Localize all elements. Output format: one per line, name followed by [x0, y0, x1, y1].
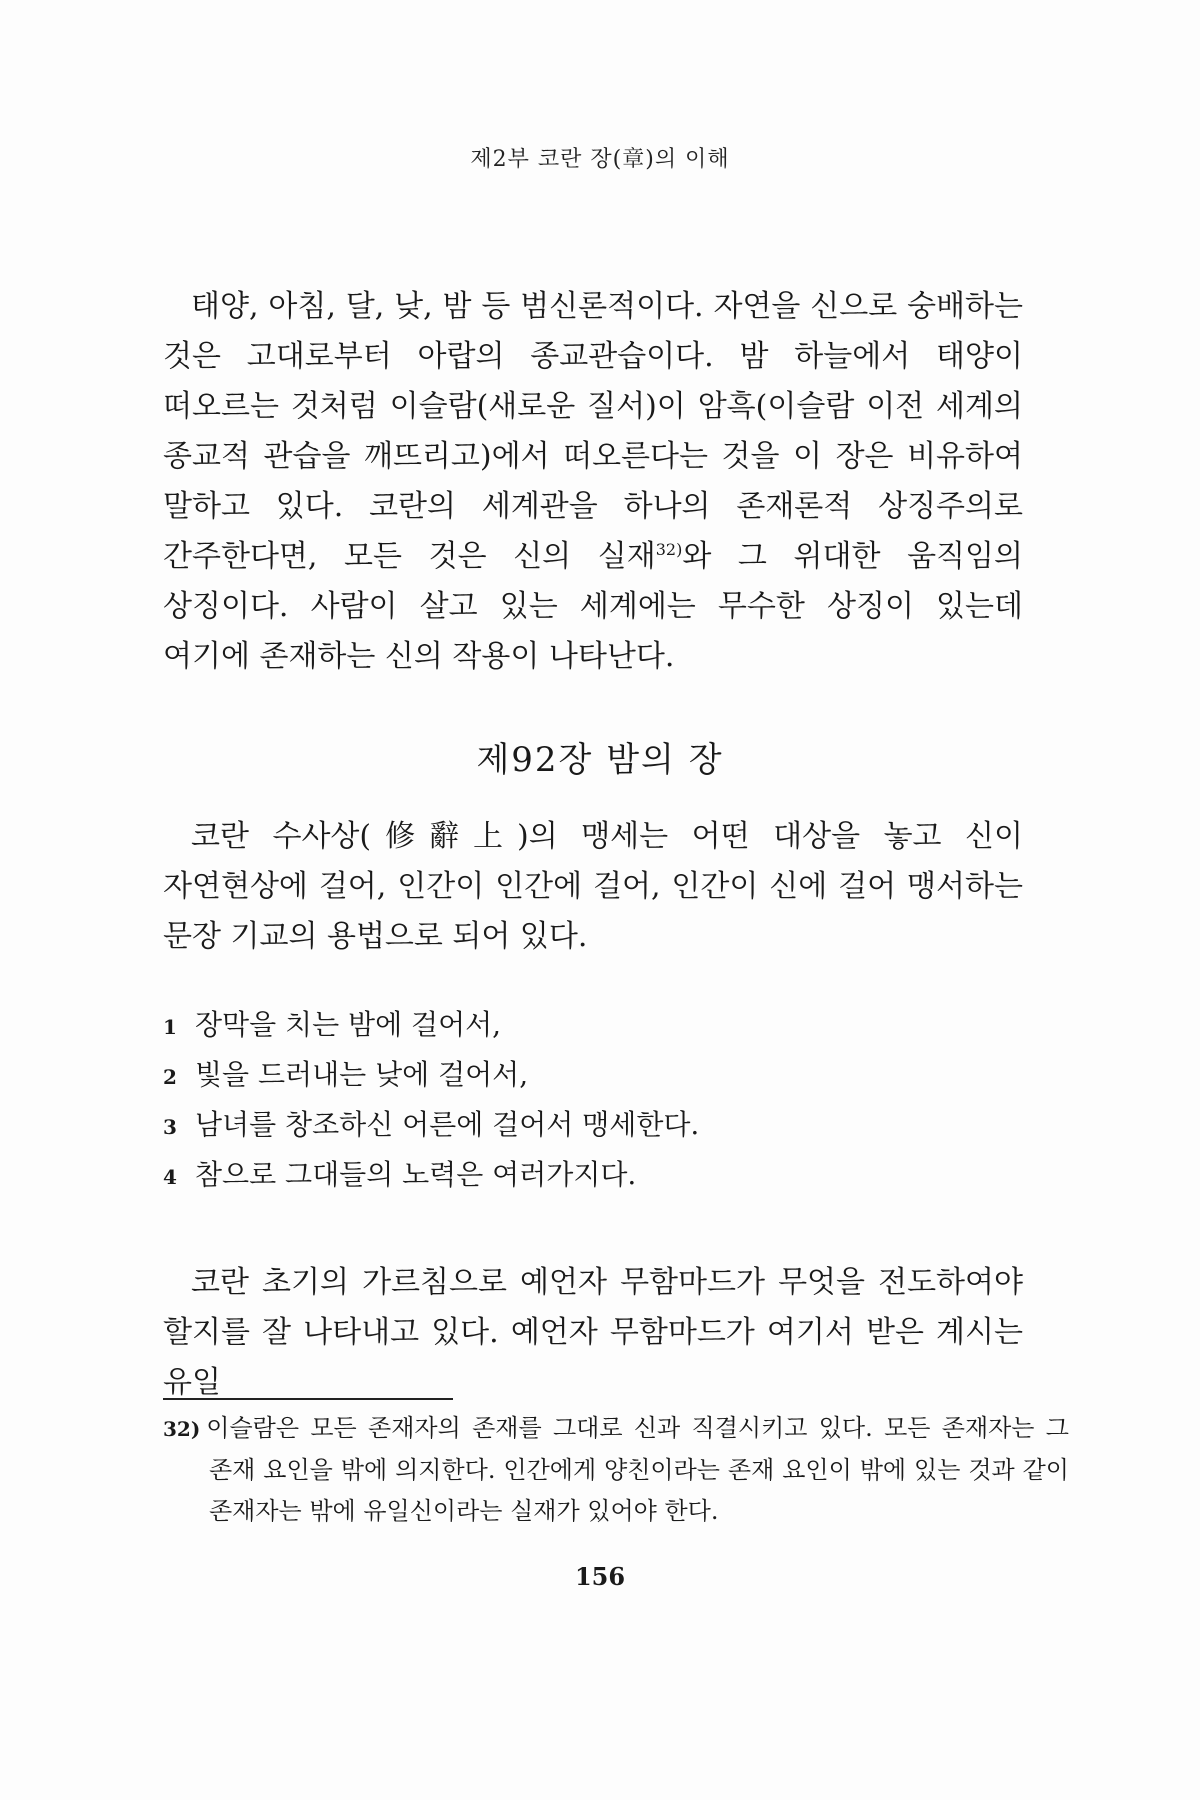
intro-text-after-ref: 와 그 위대한 움직임의 상징이다. 사람이 살고 있는 세계에는 무수한 상징이 있는데 여기에 존재하는 신의 작용이 나타난다. [163, 539, 1023, 674]
footnote-reference: 32) [655, 540, 683, 559]
verse-text: 남녀를 창조하신 어른에 걸어서 맹세한다. [195, 1108, 700, 1141]
footnote [163, 1408, 1069, 1532]
verse-text: 참으로 그대들의 노력은 여러가지다. [195, 1158, 637, 1191]
footnote-text: 이슬람은 모든 존재자의 존재를 그대로 신과 직결시키고 있다. 모든 존재자는 그 존재 요인을 밖에 의지한다. 인간에게 양친이라는 존재 요인이 밖에 있는 것과 같이 존재자는 밖에 유일신이라는 실재가 있어야 한다. [206, 1414, 1069, 1525]
verse-number: 3 [163, 1115, 177, 1139]
footnote-number: 32) [163, 1417, 201, 1441]
verse-item [163, 1100, 1023, 1150]
verse-text: 장막을 치는 밤에 걸어서, [195, 1008, 502, 1041]
verse-list [163, 1000, 1023, 1200]
verse-number: 4 [163, 1165, 177, 1189]
verse-number: 1 [163, 1015, 177, 1039]
verse-item [163, 1150, 1023, 1200]
verse-number: 2 [163, 1065, 177, 1089]
footnote-divider [163, 1398, 453, 1400]
intro-paragraph [163, 282, 1023, 682]
intro-text-before-ref: 태양, 아침, 달, 낮, 밤 등 범신론적이다. 자연을 신으로 숭배하는 것은 고대로부터 아랍의 종교관습이다. 밤 하늘에서 태양이 떠오르는 것처럼 이슬람(새로운 질서)이 암흑(이슬람 이전 세계의 종교적 관습을 깨뜨리고)에서 떠오른다는 것을 이 장은 비유하여 말하고 있다. 코란의 세계관을 하나의 존재론적 상징주의로 간주한다면, 모든 것은 신의 실재 [163, 289, 1023, 574]
teaching-paragraph [163, 1258, 1023, 1408]
page-number: 156 [574, 1562, 626, 1591]
verse-text: 빛을 드러내는 낮에 걸어서, [195, 1058, 529, 1091]
verse-item [163, 1050, 1023, 1100]
rhetoric-text: 코란 수사상(修辭上)의 맹세는 어떤 대상을 놓고 신이 자연현상에 걸어, 인간이 인간에 걸어, 인간이 신에 걸어 맹서하는 문장 기교의 용법으로 되어 있다. [163, 819, 1023, 954]
rhetoric-paragraph [163, 812, 1023, 962]
teaching-text: 코란 초기의 가르침으로 예언자 무함마드가 무엇을 전도하여야 할지를 잘 나타내고 있다. 예언자 무함마드가 여기서 받은 계시는 유일 [163, 1265, 1023, 1400]
chapter-title: 제92장 밤의 장 [476, 740, 724, 780]
running-head: 제2부 코란 장(章)의 이해 [470, 147, 730, 172]
verse-item [163, 1000, 1023, 1050]
